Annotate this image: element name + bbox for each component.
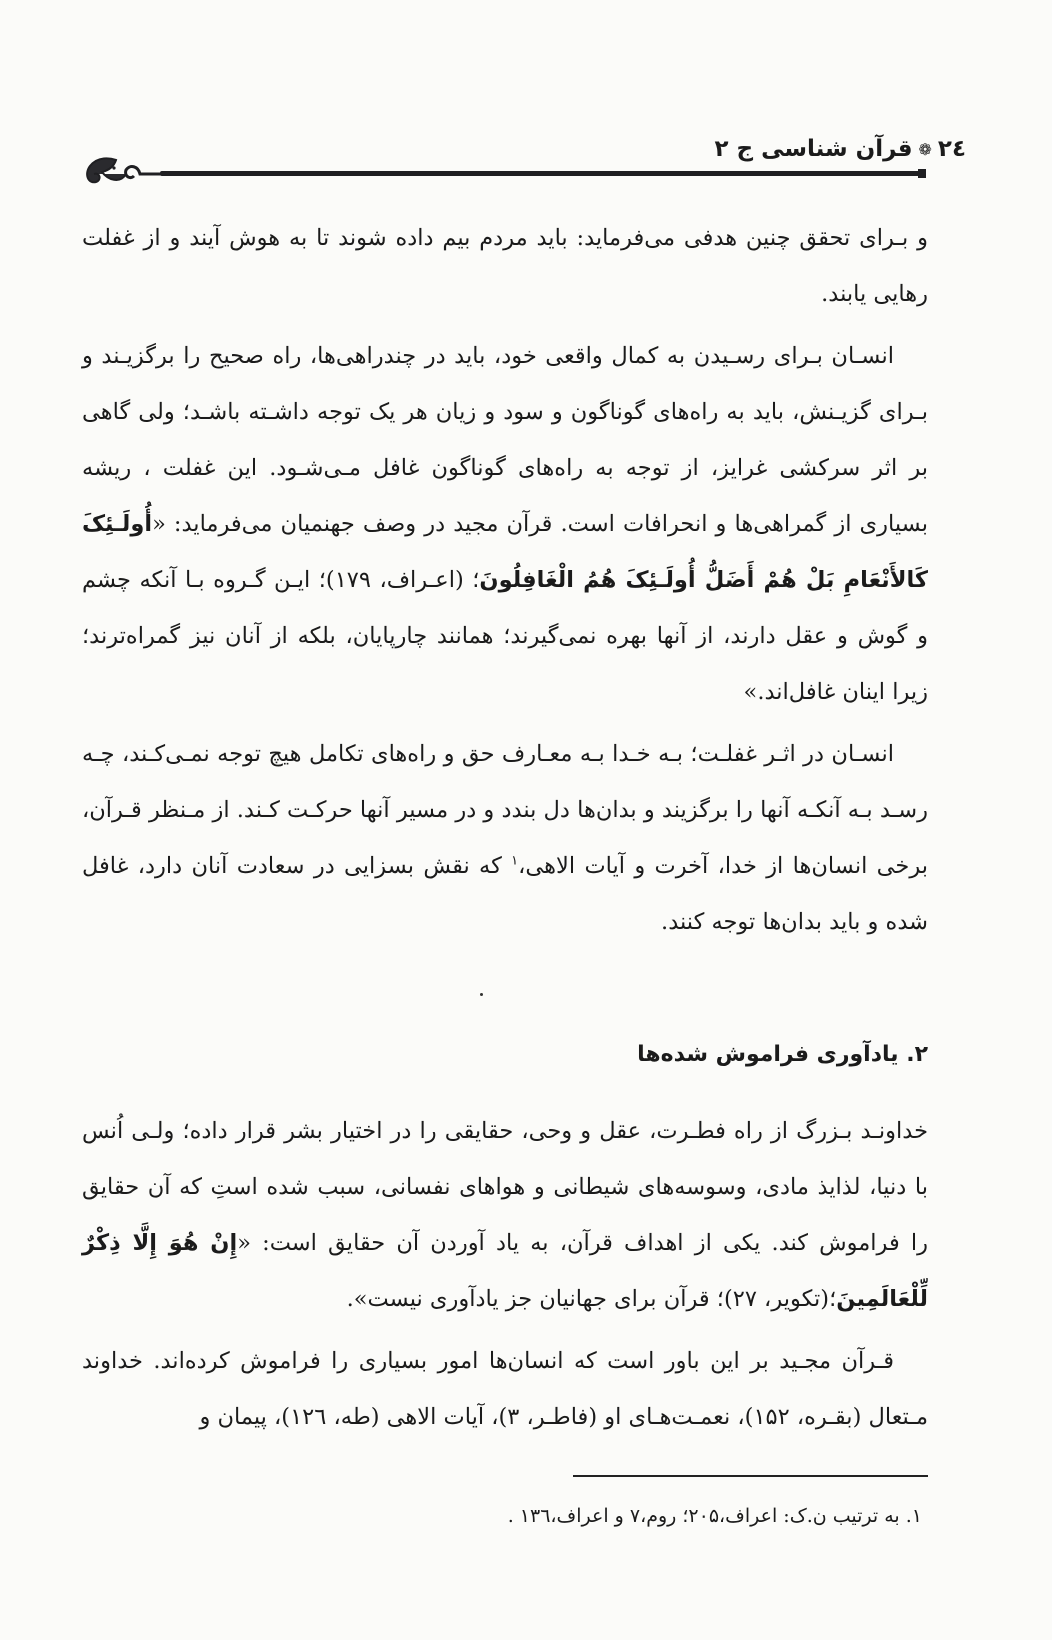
footnote-divider — [573, 1475, 928, 1477]
footnote: ۱. به ترتیب ن.ک: اعراف،۲۰۵؛ روم،۷ و اعراف،۱۳٦ . — [507, 1505, 922, 1527]
paragraph-text: ؛(تکویر، ۲۷)؛ قرآن برای جهانیان جز یادآوری نیست». — [346, 1286, 837, 1312]
paragraph-text: قـرآن مجـید بر این باور است که انسان‌ها امور بسیاری را فراموش کرده‌اند. خداوند مـتعال (بقـره، ۱۵۲)، نعمـت‌هـای او (فاطـر، ۳)، آیات الاهی (طه، ۱۲٦)، پیمان و — [82, 1348, 928, 1430]
paragraph-text: که نقش بسزایی در سعادت آنان دارد، غافل شده و باید بدان‌ها توجه کنند. — [82, 853, 928, 935]
running-title: قرآن شناسی ج ۲ — [714, 136, 913, 162]
flower-ornament-icon: ❁ — [918, 139, 932, 159]
section-heading: ۲. یادآوری فراموش شده‌ها — [637, 1042, 928, 1067]
paragraph-text: انسـان در اثـر غفلـت؛ بـه خـدا بـه معـارف حق و راه‌های تکامل هیچ توجه نمـی‌کـند، چـه رسـد بـه آنکـه آنها را برگزیند و بدان‌ها دل بندد و در مسیر آنها حرکـت کـند. از مـنظر قـرآن، برخی انسان‌ها از خدا، آخرت و آیات الاهی، — [82, 741, 928, 879]
paragraph-text: انسـان بـرای رسـیدن به کمال واقعی خود، باید در چندراهی‌ها، راه صحیح را برگزیـند و بـرای گزیـنش، باید به راه‌های گوناگون و سود و زیان هر یک توجه داشـته باشـد؛ ولی گاهی بر اثر سرکشی غرایز، از توجه به راه‌های گوناگون غافل مـی‌شـود. این غفلت ، ریشه بسیاری از گمراهی‌ها و انحرافات است. قرآن مجید در وصف جهنمیان می‌فرماید: « — [82, 343, 928, 537]
page-number: ۲٤ — [937, 136, 966, 162]
paragraph — [82, 1333, 928, 1445]
quran-verse: إِنْ هُوَ إِلَّا ذِكْرٌ لِّلْعَالَمِينَ — [82, 1230, 928, 1312]
paragraph-text: ؛ (اعـراف، ۱۷۹)؛ ایـن گـروه بـا آنکه چشم و گوش و عقل دارند، از آنها بهره نمی‌گیرند؛ همانند چارپایان، بلکه از آنان نیز گمراه‌ترند؛ زیرا اینان غافل‌اند.» — [82, 567, 928, 705]
paragraph — [82, 726, 928, 950]
flourish-ornament-icon — [80, 150, 170, 194]
header-rule — [160, 171, 926, 176]
paragraph-text: خداونـد بـزرگ از راه فطـرت، عقل و وحی، حقایقی را در اختیار بشر قرار داده؛ ولـی اُنس با دنیا، لذایذ مادی، وسوسه‌های شیطانی و هواهای نفسانی، سبب شده استِ که آن حقایق را فراموش کند. یکی از اهداف قرآن، به یاد آوردن آن حقایق است: « — [82, 1118, 928, 1256]
quran-verse: أُولَـئِکَ كَالأَنْعَامِ بَلْ هُمْ أَضَلُّ أُولَـئِکَ هُمُ الْغَافِلُونَ — [82, 511, 928, 593]
page-header — [714, 136, 966, 162]
paragraph — [82, 1103, 928, 1327]
print-speck — [480, 993, 483, 996]
footnote-reference[interactable]: ۱ — [511, 853, 519, 869]
paragraph — [82, 328, 928, 720]
paragraph — [82, 210, 928, 322]
body-text-section-1 — [82, 210, 928, 950]
paragraph-text: و بـرای تحقق چنین هدفی می‌فرماید: باید مردم بیم داده شوند تا به هوش آیند و از غفلت رهایی یابند. — [82, 225, 928, 307]
body-text-section-2 — [82, 1103, 928, 1445]
